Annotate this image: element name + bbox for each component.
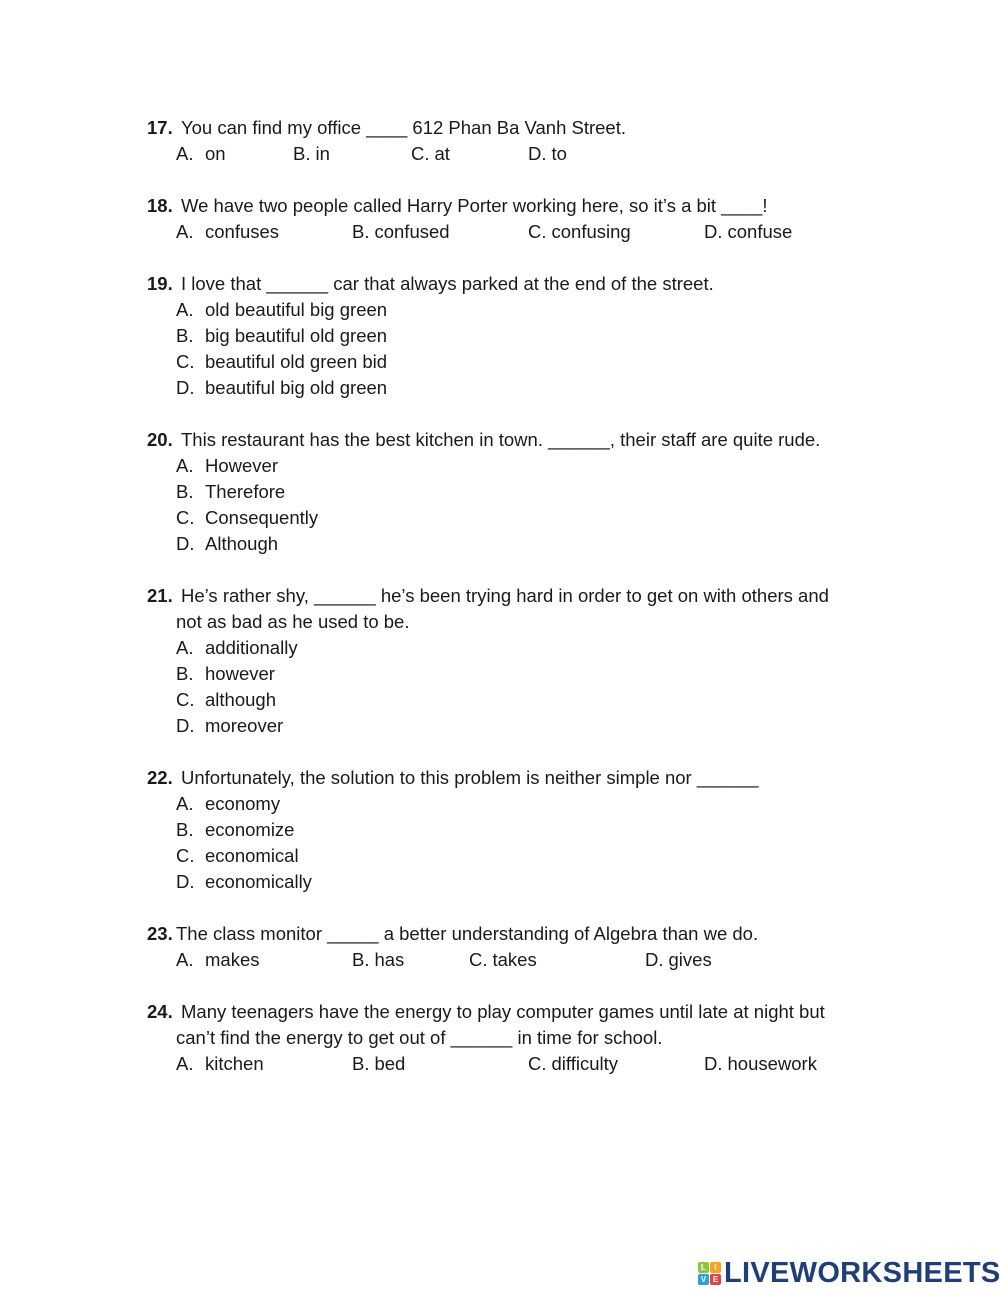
answer-option[interactable] — [176, 453, 278, 479]
question-line — [0, 427, 1000, 453]
option-letter: B. — [352, 221, 370, 242]
question-line — [0, 583, 1000, 609]
option-text: Therefore — [205, 481, 286, 502]
question-number: 19. — [147, 273, 173, 294]
option-text: however — [205, 663, 275, 684]
question-line — [0, 193, 1000, 219]
option-letter: A. — [176, 1053, 194, 1074]
question-18 — [0, 193, 1000, 245]
options-row — [0, 531, 1000, 557]
option-text: However — [205, 455, 278, 476]
answer-option[interactable] — [352, 947, 404, 973]
answer-option[interactable] — [176, 219, 279, 245]
option-text: makes — [205, 949, 260, 970]
option-text: confuses — [205, 221, 280, 242]
question-21 — [0, 583, 1000, 739]
option-text: additionally — [205, 637, 298, 658]
option-letter: B. — [176, 325, 194, 346]
option-letter: A. — [176, 637, 194, 658]
question-text: We have two people called Harry Porter working here, so it’s a bit ____! — [181, 195, 768, 216]
question-line — [0, 271, 1000, 297]
answer-option[interactable] — [176, 323, 387, 349]
option-text: old beautiful big green — [205, 299, 388, 320]
answer-option[interactable] — [176, 479, 285, 505]
option-letter: D. — [645, 949, 664, 970]
question-24 — [0, 999, 1000, 1077]
question-number: 17. — [147, 117, 173, 138]
logo-tile: E — [710, 1274, 721, 1285]
option-text: at — [434, 143, 450, 164]
question-text: You can find my office ____ 612 Phan Ba Vanh Street. — [181, 117, 627, 138]
option-text: confused — [374, 221, 450, 242]
answer-option[interactable] — [176, 1051, 264, 1077]
question-20 — [0, 427, 1000, 557]
answer-option[interactable] — [176, 843, 299, 869]
option-letter: C. — [176, 507, 195, 528]
logo-tile: V — [698, 1274, 709, 1285]
logo-tile: I — [710, 1262, 721, 1273]
option-text: economical — [205, 845, 299, 866]
options-row — [0, 375, 1000, 401]
option-text: to — [551, 143, 567, 164]
option-text: economy — [205, 793, 281, 814]
question-text: can’t find the energy to get out of ______ in time for school. — [176, 1027, 663, 1048]
answer-option[interactable] — [176, 661, 275, 687]
option-letter: C. — [528, 221, 547, 242]
question-number: 23. — [147, 923, 173, 944]
options-row — [0, 297, 1000, 323]
logo-tile: L — [698, 1262, 709, 1273]
answer-option[interactable] — [176, 141, 226, 167]
question-23 — [0, 921, 1000, 973]
worksheet — [0, 115, 1000, 1103]
options-row — [0, 479, 1000, 505]
question-number: 20. — [147, 429, 173, 450]
question-text: Many teenagers have the energy to play computer games until late at night but — [181, 1001, 825, 1022]
option-text: although — [205, 689, 276, 710]
options-row — [0, 687, 1000, 713]
option-letter: C. — [469, 949, 488, 970]
question-number: 21. — [147, 585, 173, 606]
options-row — [0, 141, 1000, 167]
answer-option[interactable] — [176, 869, 312, 895]
option-text: housework — [727, 1053, 817, 1074]
option-letter: C. — [176, 689, 195, 710]
option-letter: C. — [176, 351, 195, 372]
answer-option[interactable] — [528, 219, 631, 245]
option-text: in — [315, 143, 330, 164]
options-row — [0, 817, 1000, 843]
options-row — [0, 635, 1000, 661]
question-line — [0, 1025, 1000, 1051]
option-letter: A. — [176, 221, 194, 242]
options-row — [0, 219, 1000, 245]
question-text: He’s rather shy, ______ he’s been trying hard in order to get on with others and — [181, 585, 829, 606]
option-text: beautiful big old green — [205, 377, 388, 398]
option-letter: D. — [176, 533, 195, 554]
option-letter: A. — [176, 455, 194, 476]
question-text: This restaurant has the best kitchen in town. ______, their staff are quite rude. — [181, 429, 821, 450]
options-row — [0, 947, 1000, 973]
option-letter: B. — [176, 663, 194, 684]
option-letter: C. — [176, 845, 195, 866]
option-letter: D. — [528, 143, 547, 164]
option-letter: D. — [176, 715, 195, 736]
options-row — [0, 661, 1000, 687]
answer-option[interactable] — [704, 1051, 817, 1077]
options-row — [0, 713, 1000, 739]
options-row — [0, 869, 1000, 895]
option-letter: A. — [176, 299, 194, 320]
answer-option[interactable] — [176, 505, 318, 531]
answer-option[interactable] — [528, 141, 567, 167]
answer-option[interactable] — [645, 947, 712, 973]
options-row — [0, 843, 1000, 869]
option-letter: D. — [704, 1053, 723, 1074]
options-row — [0, 1051, 1000, 1077]
option-text: Consequently — [205, 507, 319, 528]
options-row — [0, 453, 1000, 479]
answer-option[interactable] — [176, 635, 298, 661]
answer-option[interactable] — [176, 297, 387, 323]
answer-option[interactable] — [176, 947, 260, 973]
option-letter: A. — [176, 143, 194, 164]
option-letter: D. — [176, 377, 195, 398]
option-text: kitchen — [205, 1053, 264, 1074]
answer-option[interactable] — [528, 1051, 618, 1077]
option-letter: C. — [528, 1053, 547, 1074]
question-number: 24. — [147, 1001, 173, 1022]
option-text: confusing — [551, 221, 631, 242]
option-letter: B. — [352, 1053, 370, 1074]
answer-option[interactable] — [176, 817, 294, 843]
question-line — [0, 115, 1000, 141]
answer-option[interactable] — [176, 791, 280, 817]
option-text: big beautiful old green — [205, 325, 388, 346]
live-tiles-icon — [698, 1262, 721, 1285]
option-text: beautiful old green bid — [205, 351, 388, 372]
option-letter: B. — [176, 819, 194, 840]
answer-option[interactable] — [176, 531, 278, 557]
option-text: bed — [374, 1053, 406, 1074]
answer-option[interactable] — [176, 349, 387, 375]
question-line — [0, 609, 1000, 635]
option-text: Although — [205, 533, 279, 554]
logo-text: LIVEWORKSHEETS — [724, 1257, 1000, 1289]
question-number: 18. — [147, 195, 173, 216]
answer-option[interactable] — [176, 713, 283, 739]
question-line — [0, 765, 1000, 791]
option-text: economically — [205, 871, 312, 892]
question-line — [0, 921, 1000, 947]
option-letter: D. — [704, 221, 723, 242]
option-letter: B. — [176, 481, 194, 502]
answer-option[interactable] — [704, 219, 792, 245]
question-line — [0, 999, 1000, 1025]
option-text: moreover — [205, 715, 284, 736]
question-17 — [0, 115, 1000, 167]
option-letter: A. — [176, 949, 194, 970]
answer-option[interactable] — [352, 219, 450, 245]
question-19 — [0, 271, 1000, 401]
answer-option[interactable] — [176, 687, 276, 713]
answer-option[interactable] — [411, 141, 450, 167]
liveworksheets-logo — [698, 1257, 1000, 1290]
question-number: 22. — [147, 767, 173, 788]
option-text: economize — [205, 819, 295, 840]
option-text: has — [374, 949, 405, 970]
option-letter: B. — [293, 143, 311, 164]
question-text: I love that ______ car that always parked at the end of the street. — [181, 273, 714, 294]
question-text: Unfortunately, the solution to this problem is neither simple nor ______ — [181, 767, 759, 788]
options-row — [0, 323, 1000, 349]
option-letter: A. — [176, 793, 194, 814]
option-text: on — [205, 143, 226, 164]
option-text: difficulty — [551, 1053, 618, 1074]
option-text: takes — [492, 949, 537, 970]
options-row — [0, 349, 1000, 375]
answer-option[interactable] — [293, 141, 330, 167]
option-letter: C. — [411, 143, 430, 164]
option-letter: D. — [176, 871, 195, 892]
answer-option[interactable] — [469, 947, 537, 973]
option-text: gives — [668, 949, 712, 970]
answer-option[interactable] — [352, 1051, 405, 1077]
question-text: The class monitor _____ a better understanding of Algebra than we do. — [176, 923, 759, 944]
answer-option[interactable] — [176, 375, 387, 401]
options-row — [0, 505, 1000, 531]
question-text: not as bad as he used to be. — [176, 611, 410, 632]
option-text: confuse — [727, 221, 793, 242]
question-22 — [0, 765, 1000, 895]
options-row — [0, 791, 1000, 817]
option-letter: B. — [352, 949, 370, 970]
